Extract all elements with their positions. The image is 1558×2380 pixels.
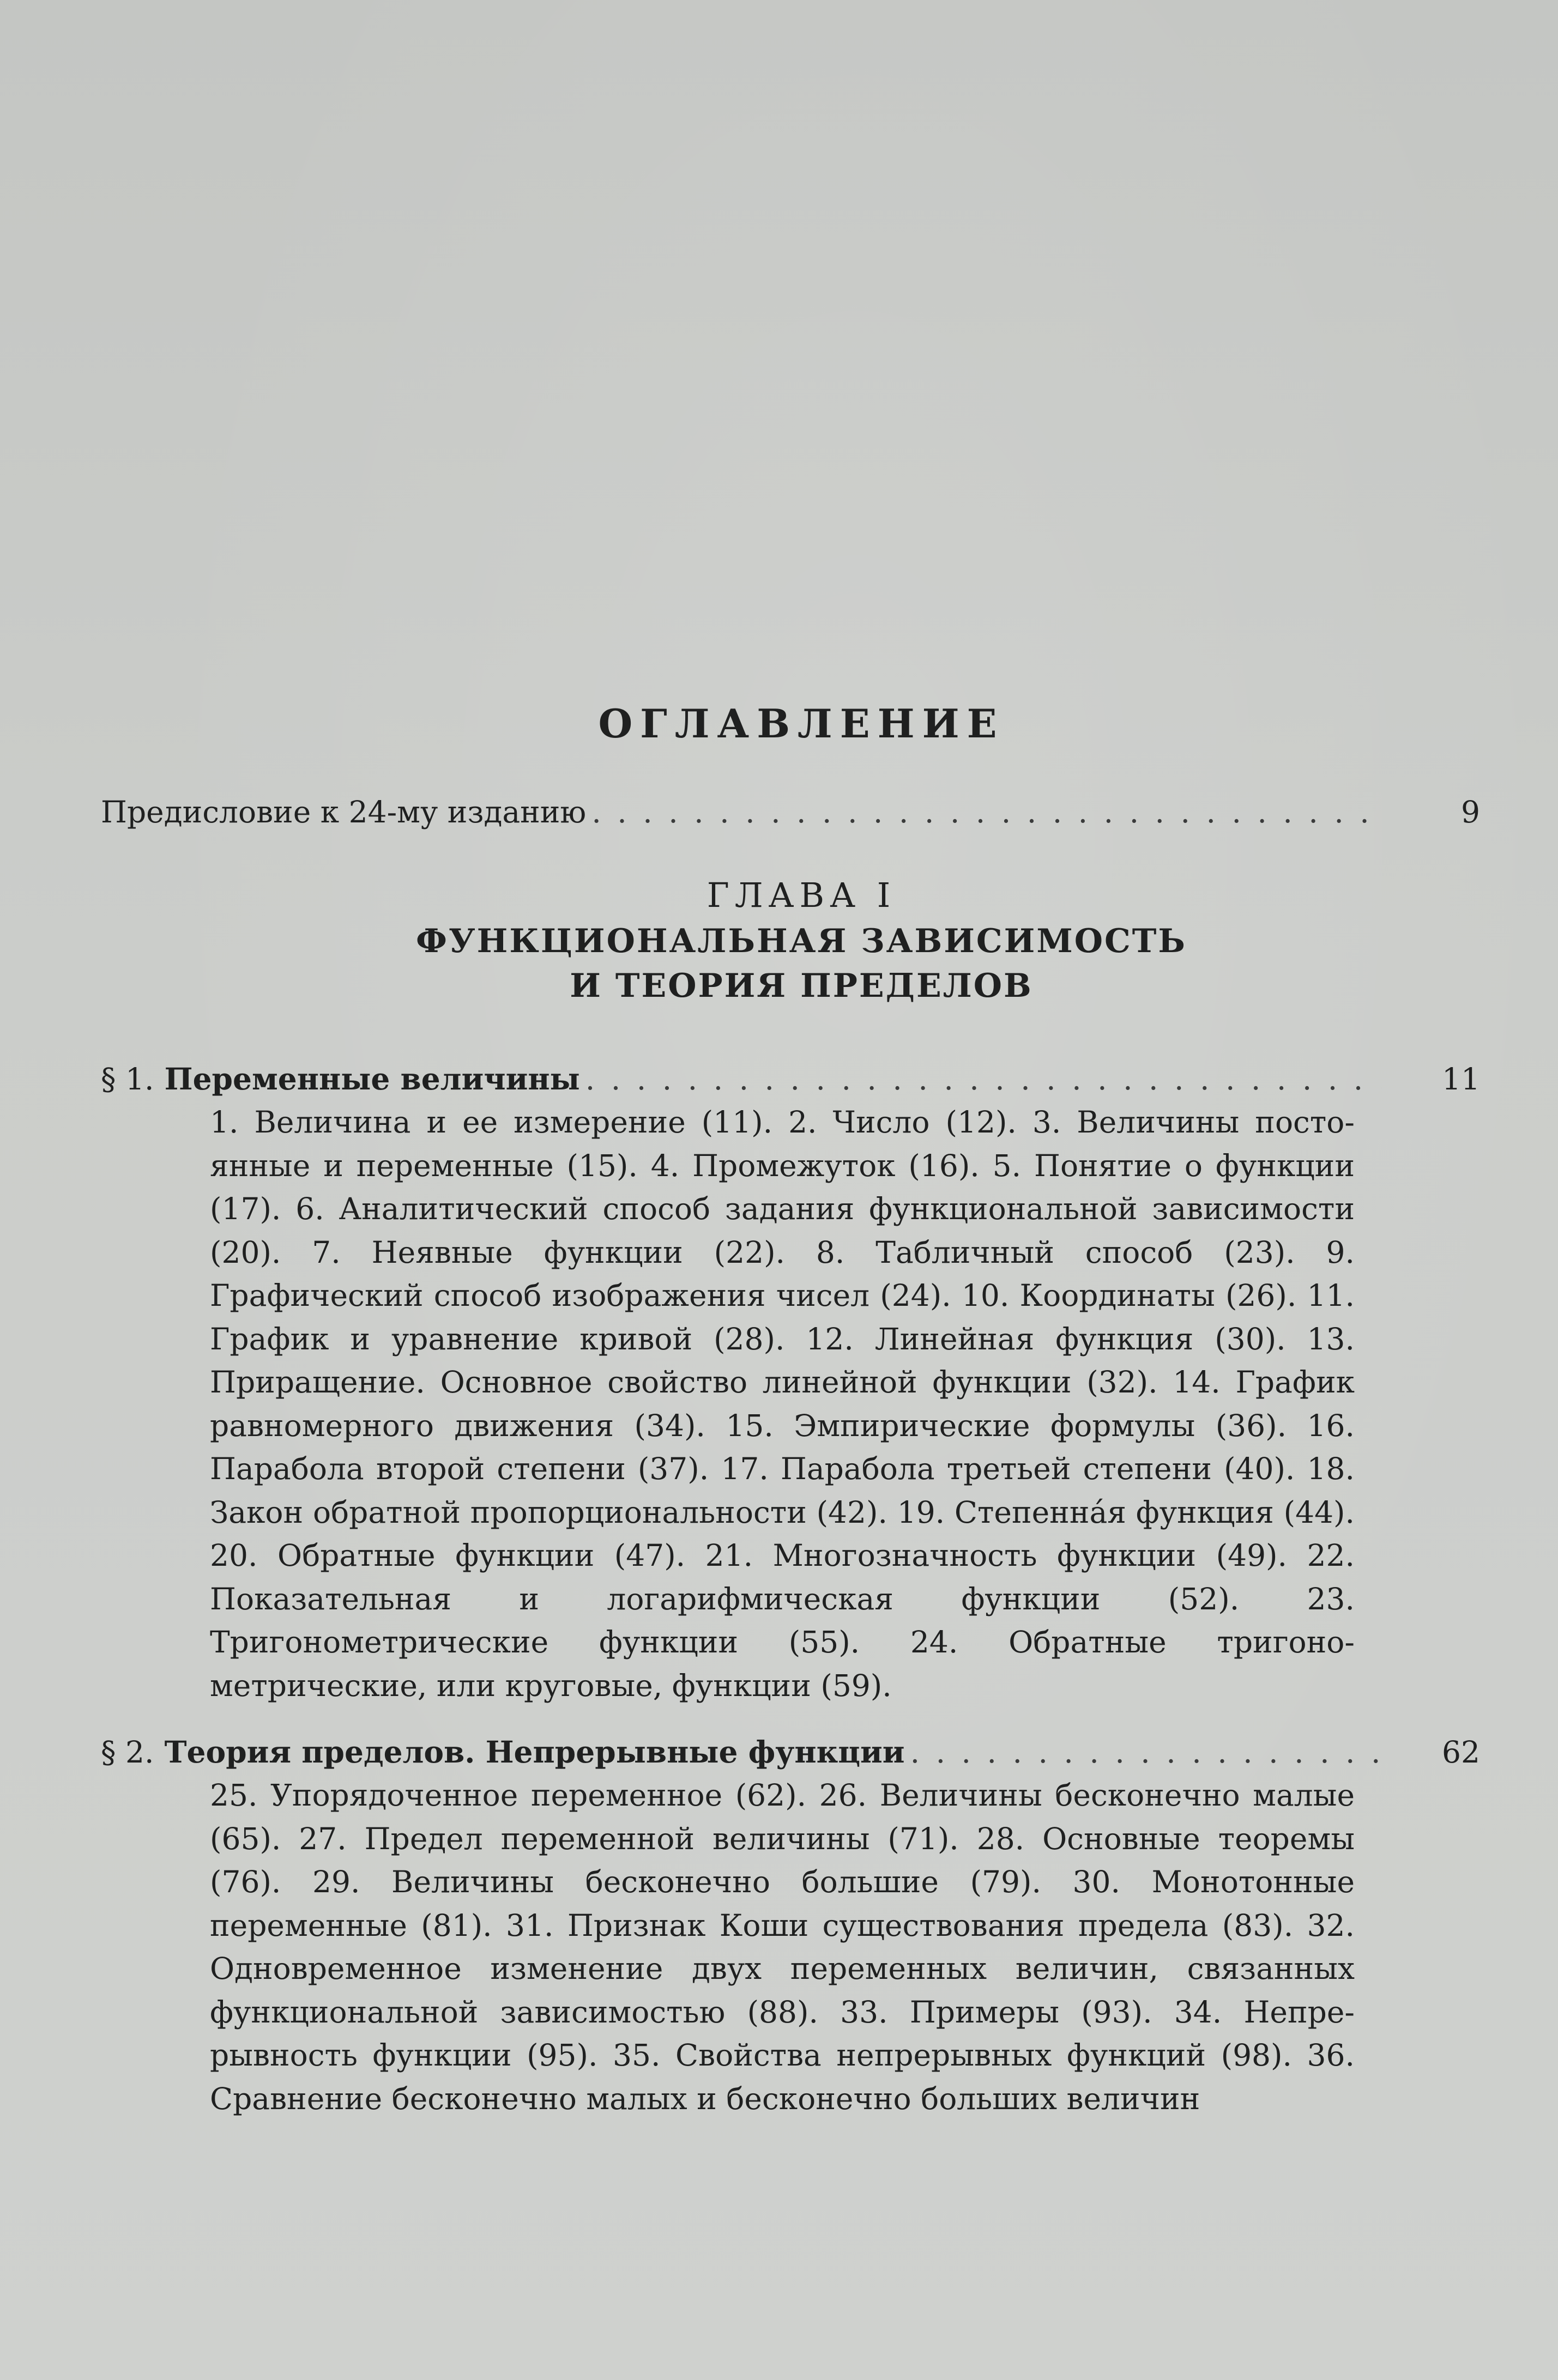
- preface-label: Предисловие к 24-му изданию: [101, 795, 587, 829]
- dot-leader: [910, 1730, 1382, 1774]
- chapter-heading: [123, 872, 1480, 1008]
- preface-entry[interactable]: [101, 790, 1480, 834]
- dot-leader: [591, 790, 1382, 834]
- chapter-title-line-2: И ТЕОРИЯ ПРЕДЕЛОВ: [570, 967, 1033, 1005]
- section-1: [101, 1057, 1480, 1707]
- section-2-heading: [101, 1730, 905, 1774]
- section-1-sign: § 1.: [101, 1062, 154, 1097]
- section-2-page-number: 62: [1442, 1735, 1480, 1770]
- preface-page-number: 9: [1461, 795, 1480, 829]
- chapter-number: ГЛАВА I: [706, 875, 896, 915]
- dot-leader: [585, 1057, 1382, 1101]
- section-2: [101, 1730, 1480, 2121]
- section-1-heading: [101, 1057, 580, 1101]
- chapter-title-line-1: ФУНКЦИОНАЛЬНАЯ ЗАВИСИМОСТЬ: [416, 922, 1187, 960]
- table-of-contents: [101, 700, 1480, 2143]
- section-1-contents: 1. Величина и ее измерение (11). 2. Число (12). 3. Величины постоянные и переменные (15). 4. Промежуток (16). 5. Понятие о функции (17). 6. Аналитический способ задания функциональной зависимости (20). 7. Неявные функции (22). 8. Табличный способ (23). 9. Графический способ изображения чисел (24). 10. Координаты (26). 11. График и уравнение кривой (28). 12. Линейная функция (30). 13. Приращение. Основное свойство линейной функции (32). 14. График равномерного движения (34). 15. Эмпирические формулы (36). 16. Парабола второй степени (37). 17. Парабола третьей степени (40). 18. Закон обратной пропорциональности (42). 19. Степенна́я функция (44). 20. Обратные функции (47). 21. Многозначность функции (49). 22. Показательная и логарифмическая функции (52). 23. Тригонометрические функции (55). 24. Обратные тригонометрические, или круговые, функции (59).: [210, 1105, 1355, 1703]
- section-1-title: Переменные величины: [164, 1061, 580, 1097]
- toc-title: ОГЛАВЛЕНИЕ: [598, 700, 1005, 747]
- section-2-sign: § 2.: [101, 1735, 154, 1770]
- section-1-entry[interactable]: [101, 1057, 1480, 1101]
- section-2-title: Теория пределов. Непрерывные функции: [164, 1734, 905, 1770]
- section-1-page-number: 11: [1442, 1062, 1480, 1097]
- section-2-entry[interactable]: [101, 1730, 1480, 1774]
- section-2-contents: 25. Упорядоченное переменное (62). 26. Величины бесконечно малые (65). 27. Предел переменной величины (71). 28. Основные теоремы (76). 29. Величины бесконечно большие (79). 30. Монотонные переменные (81). 31. Признак Коши существования предела (83). 32. Одновременное изменение двух переменных величин, связанных функциональной зависимостью (88). 33. Примеры (93). 34. Непрерывность функции (95). 35. Свойства непрерывных функций (98). 36. Сравнение бесконечно малых и бесконечно больших величин: [210, 1778, 1355, 2116]
